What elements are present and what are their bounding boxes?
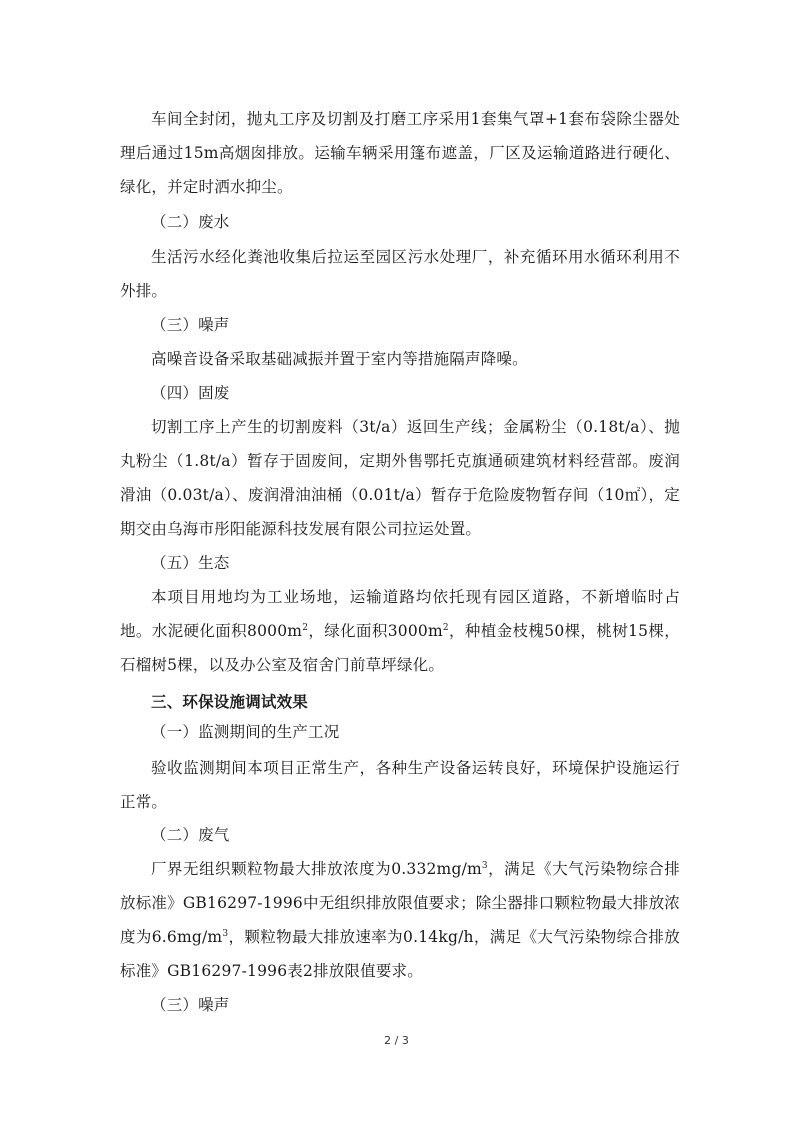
heading-noise: （三）噪声 [151,316,230,334]
ecology-text-c: ，种植金枝槐50棵，桃树15棵，石榴树5棵，以及办公室及宿舍门前草坪绿化。 [120,622,680,674]
superscript-2a: 2 [302,622,309,633]
paragraph-wastewater: 生活污水经化粪池收集后拉运至园区污水处理厂，补充循环用水循环利用不外排。 [120,248,680,300]
superscript-2b: 2 [442,622,449,633]
heading-ecology: （五）生态 [151,554,230,572]
superscript-3a: 3 [481,860,488,871]
section-title-effects: 三、环保设施调试效果 [151,692,309,711]
superscript-3b: 3 [222,928,229,939]
heading-solid-waste: （四）固废 [151,384,230,402]
paragraph-ecology [120,580,680,682]
ecology-text-a: 本项目用地均为工业场地，运输道路均依托现有园区道路，不新增临时占地。水泥硬化面积8000m [120,588,680,640]
gas-text-c: ，颗粒物最大排放速率为0.14kg/h，满足《大气污染物综合排放标准》GB16297-1996表2排放限值要求。 [120,928,680,980]
page-number: 2 / 3 [384,1034,409,1047]
paragraph-monitoring: 验收监测期间本项目正常生产，各种生产设备运转良好，环境保护设施运行正常。 [120,759,680,811]
paragraph-exhaust-gas [120,852,680,988]
heading-exhaust-gas: （二）废气 [151,826,230,844]
gas-text-a: 厂界无组织颗粒物最大排放浓度为0.332mg/m [151,860,482,878]
gas-text-b: ，满足《大气污染物综合排放标准》GB16297-1996中无组织排放限值要求；除尘器排口颗粒物最大排放浓度为6.6mg/m [120,860,680,946]
paragraph-dust-control: 车间全封闭，抛丸工序及切割及打磨工序采用1套集气罩+1套布袋除尘器处理后通过15m高烟囱排放。运输车辆采用篷布遮盖，厂区及运输道路进行硬化、绿化，并定时洒水抑尘。 [120,110,680,196]
ecology-text-b: ，绿化面积3000m [308,622,443,640]
paragraph-solid-waste: 切割工序上产生的切割废料（3t/a）返回生产线；金属粉尘（0.18t/a）、抛丸粉尘（1.8t/a）暂存于固废间，定期外售鄂托克旗通硕建筑材料经营部。废润滑油（0.03t/a）、废润滑油油桶（0.01t/a）暂存于危险废物暂存间（10㎡），定期交由乌海市彤阳能源科技发展有限公司拉运处置。 [120,418,680,538]
heading-monitoring: （一）监测期间的生产工况 [151,723,340,741]
paragraph-noise: 高噪音设备采取基础减振并置于室内等措施隔声降噪。 [151,350,528,368]
heading-wastewater: （二）废水 [151,213,230,231]
heading-noise-results: （三）噪声 [151,996,230,1014]
